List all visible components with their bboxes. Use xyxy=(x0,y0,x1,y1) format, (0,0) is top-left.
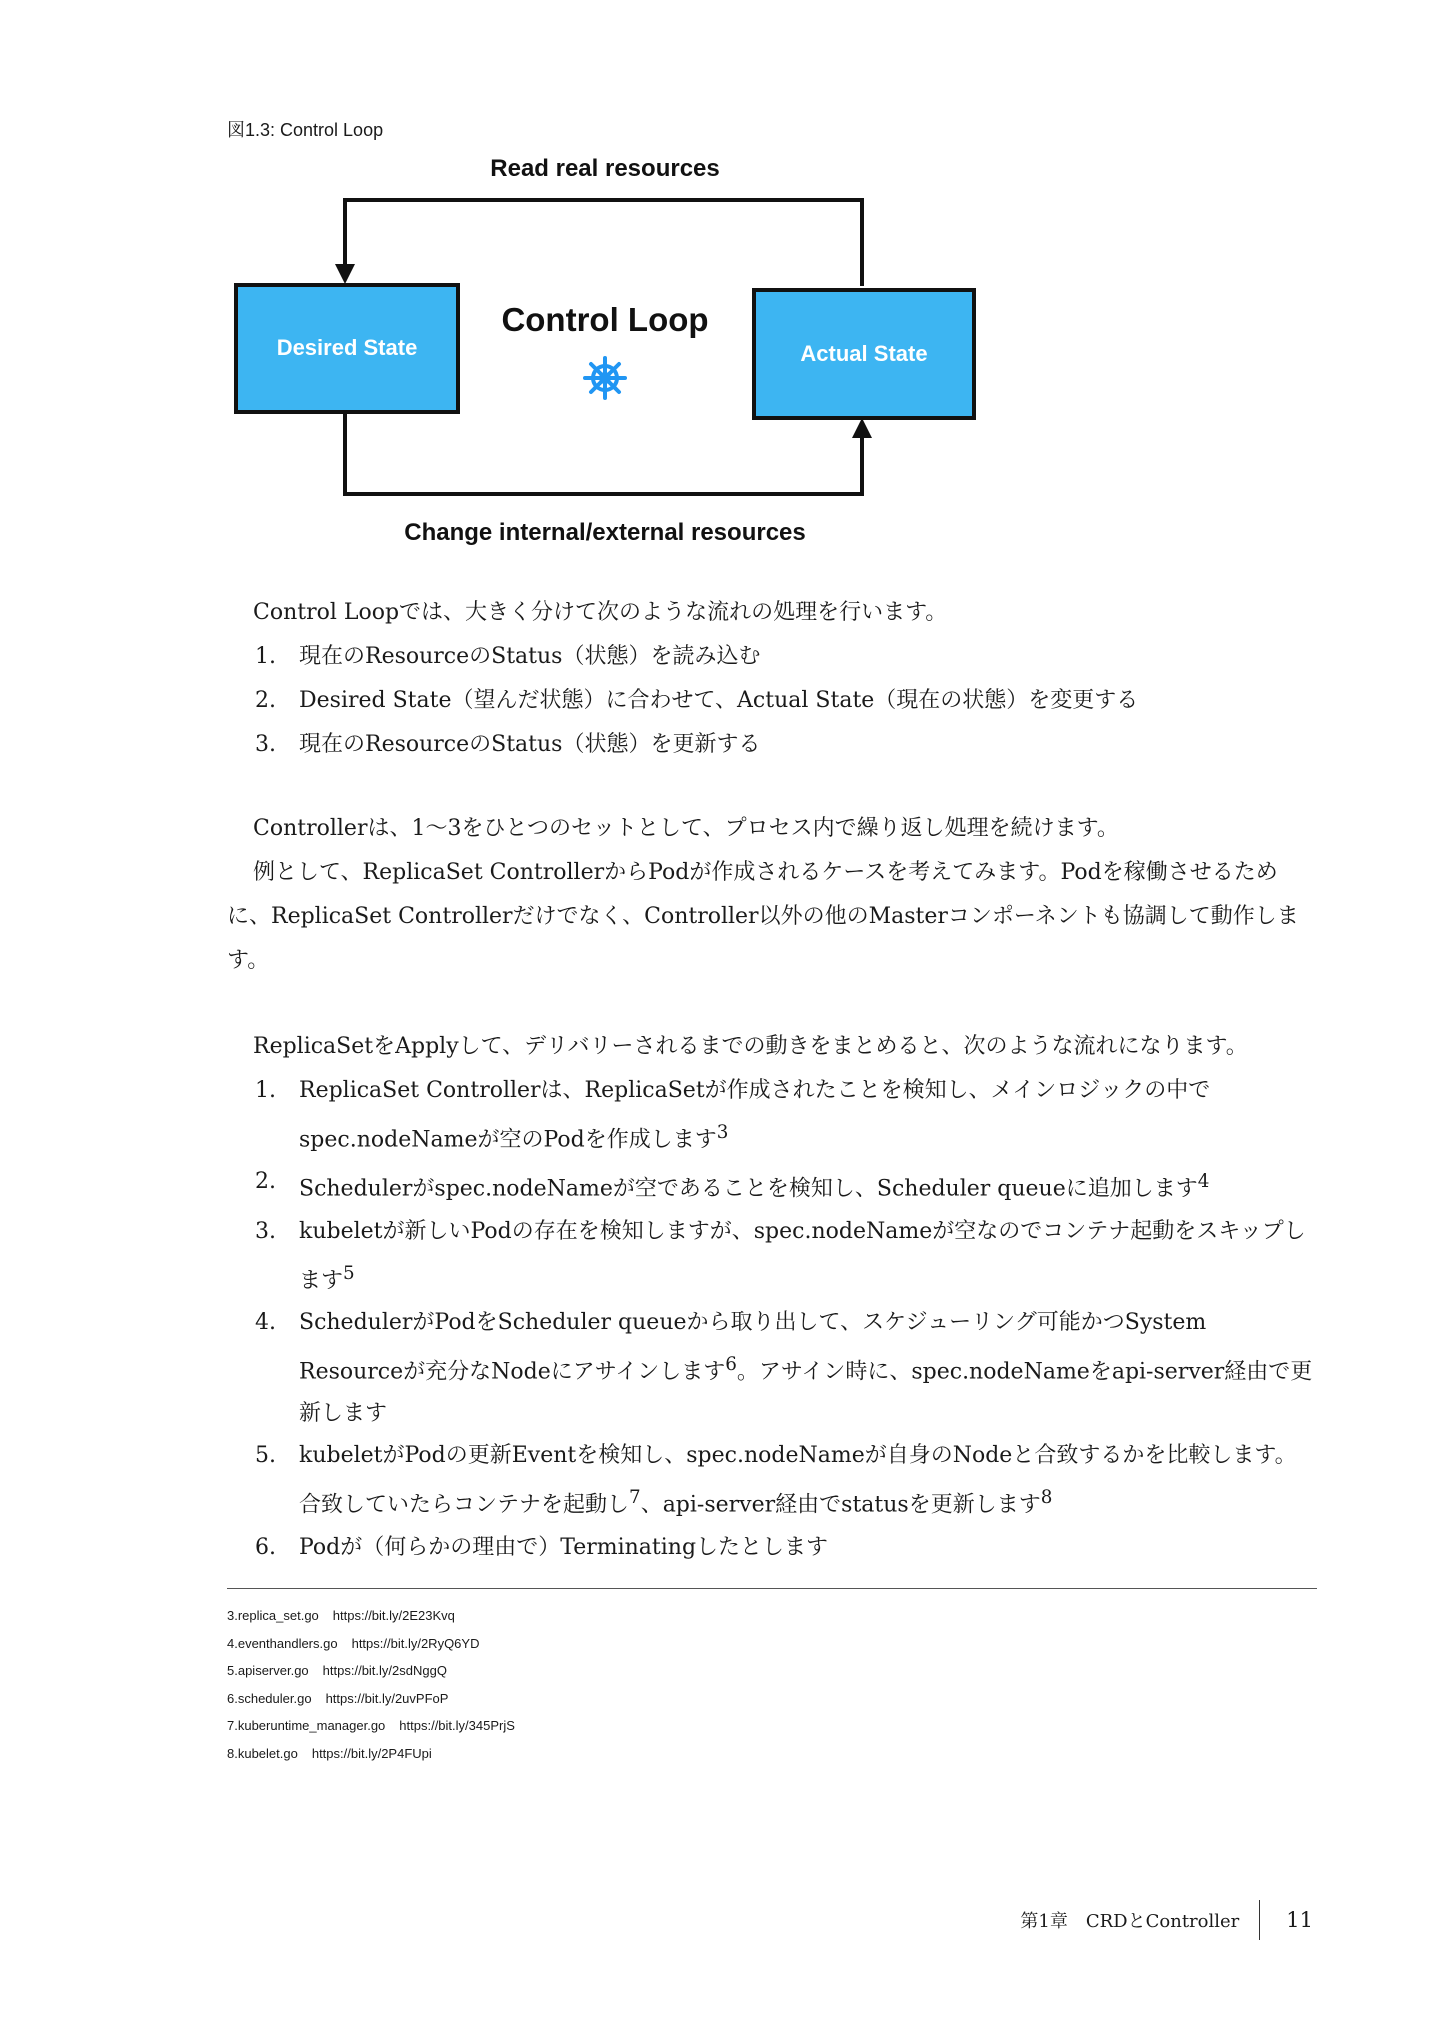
bottom-loop-line xyxy=(345,410,862,494)
footnote-ref[interactable]: 8 xyxy=(1040,1487,1053,1509)
list-number: 1. xyxy=(255,1078,276,1103)
footnote-item xyxy=(227,1712,515,1740)
figure-caption: 図1.3: Control Loop xyxy=(227,120,384,140)
intro-list xyxy=(255,635,1315,767)
footnotes xyxy=(227,1602,515,1767)
list-text: ReplicaSet Controllerは、ReplicaSetが作成されたことを検知し、メインロジックの中でspec.nodeNameが空のPodを作成します xyxy=(299,1078,1211,1153)
footnote-ref[interactable]: 5 xyxy=(343,1262,355,1284)
list-number: 2. xyxy=(255,1169,276,1195)
list-item xyxy=(255,1527,1315,1569)
change-resources-label: Change internal/external resources xyxy=(404,519,806,546)
list-number: 2. xyxy=(255,688,276,713)
intro-paragraph: Control Loopでは、大きく分けて次のような流れの処理を行います。 xyxy=(253,600,948,625)
footnote-link[interactable]: https://bit.ly/2E23Kvq xyxy=(332,1608,455,1623)
flow-list xyxy=(255,1070,1315,1569)
footnote-link[interactable]: https://bit.ly/2P4FUpi xyxy=(311,1745,432,1761)
footnote-link[interactable]: https://bit.ly/2RyQ6YD xyxy=(351,1635,480,1651)
list-item xyxy=(255,1070,1315,1161)
list-number: 1. xyxy=(255,644,276,669)
footnote-item xyxy=(227,1630,515,1658)
list-text: Podが（何らかの理由で）Terminatingしたとします xyxy=(299,1534,829,1560)
list-text: kubeletが新しいPodの存在を検知しますが、spec.nodeNameが空なのでコンテナ起動をスキップします xyxy=(299,1218,1306,1293)
list-number: 5. xyxy=(255,1443,276,1469)
footnote-ref[interactable]: 6 xyxy=(725,1353,737,1375)
helm-wheel-icon xyxy=(585,358,625,398)
arrowhead-up xyxy=(852,418,872,438)
paragraph-controller: Controllerは、1〜3をひとつのセットとして、プロセス内で繰り返し処理を続けます。 xyxy=(253,816,1119,841)
list-number: 6. xyxy=(255,1534,276,1560)
paragraph-replicaset: ReplicaSetをApplyして、デリバリーされるまでの動きをまとめると、次のような流れになります。 xyxy=(253,1034,1248,1059)
list-item xyxy=(255,1211,1315,1302)
list-item xyxy=(255,679,1315,723)
page-footer xyxy=(1020,1898,1313,1942)
list-text: 。アサイン時に、spec.nodeNameをapi-server経由で更新します xyxy=(299,1359,1313,1427)
footnote-link[interactable]: https://bit.ly/2sdNggQ xyxy=(322,1663,447,1678)
list-text: kubeletがPodの更新Eventを検知し、spec.nodeNameが自身のNodeと合致するかを比較します。合致していたらコンテナを起動し xyxy=(299,1443,1297,1518)
page-number: 11 xyxy=(1286,1908,1313,1932)
list-text: SchedulerがPodをScheduler queueから取り出して、スケジューリング可能かつSystem Resourceが充分なNodeにアサインします xyxy=(299,1309,1207,1385)
list-item xyxy=(255,635,1315,679)
list-text: Schedulerがspec.nodeNameが空であることを検知し、Scheduler queueに追加します xyxy=(299,1176,1198,1202)
footnote-file: 6.scheduler.go xyxy=(227,1690,312,1706)
footnote-divider xyxy=(227,1588,1317,1589)
read-real-resources-label: Read real resources xyxy=(490,155,720,182)
footnote-ref[interactable]: 7 xyxy=(629,1487,641,1509)
paragraph-example: 例として、ReplicaSet ControllerからPodが作成されるケースを考えてみます。Podを稼働させるために、ReplicaSet Controllerだけでなく、Controller以外の他のMasterコンポーネントも協調して動作します。 xyxy=(227,860,1299,973)
control-loop-title: Control Loop xyxy=(501,301,709,338)
footnote-item xyxy=(227,1657,515,1685)
footnote-ref[interactable]: 3 xyxy=(716,1122,729,1143)
chapter-title: 第1章 CRDとController xyxy=(1020,1911,1240,1932)
desired-state-label: Desired State xyxy=(276,335,418,360)
footnote-item xyxy=(227,1602,515,1630)
list-text: 現在のResourceのStatus（状態）を更新する xyxy=(299,732,761,757)
footnote-file: 3.replica_set.go xyxy=(227,1608,319,1623)
list-item xyxy=(255,723,1315,767)
footnote-file: 5.apiserver.go xyxy=(227,1663,309,1678)
footnote-file: 4.eventhandlers.go xyxy=(227,1635,338,1651)
control-loop-diagram xyxy=(0,0,1433,560)
list-item xyxy=(255,1435,1315,1526)
list-item xyxy=(255,1161,1315,1210)
footnote-link[interactable]: https://bit.ly/2uvPFoP xyxy=(325,1690,449,1706)
footnote-link[interactable]: https://bit.ly/345PrjS xyxy=(399,1718,515,1733)
footnote-file: 8.kubelet.go xyxy=(227,1745,298,1761)
list-number: 3. xyxy=(255,732,276,757)
footnote-file: 7.kuberuntime_manager.go xyxy=(227,1718,386,1733)
list-number: 3. xyxy=(255,1218,276,1244)
top-loop-line xyxy=(345,200,862,286)
actual-state-label: Actual State xyxy=(800,341,928,366)
list-text: Desired State（望んだ状態）に合わせて、Actual State（現在の状態）を変更する xyxy=(299,688,1139,713)
list-text: 、api-server経由でstatusを更新します xyxy=(640,1492,1041,1518)
footer-divider xyxy=(1259,1900,1260,1940)
footnote-item xyxy=(227,1740,515,1768)
list-text: 現在のResourceのStatus（状態）を読み込む xyxy=(299,644,761,669)
footnote-ref[interactable]: 4 xyxy=(1197,1171,1210,1193)
arrowhead-down xyxy=(335,264,355,284)
list-number: 4. xyxy=(255,1309,276,1335)
list-item xyxy=(255,1302,1315,1435)
footnote-item xyxy=(227,1685,515,1713)
